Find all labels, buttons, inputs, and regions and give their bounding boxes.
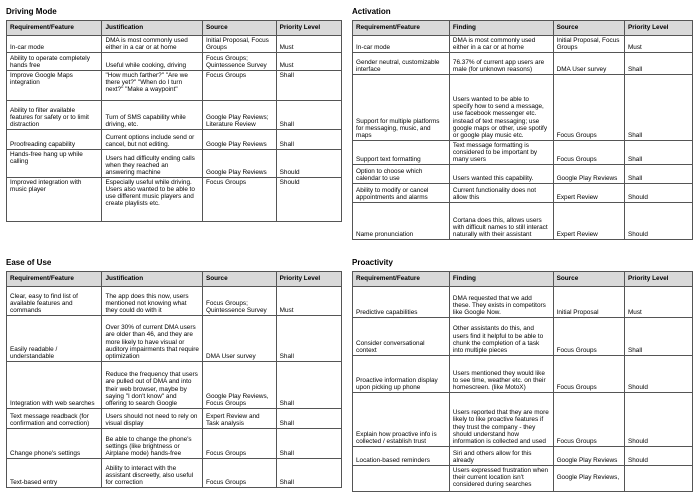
column-header: Requirement/Feature — [7, 272, 102, 287]
activation-table — [352, 20, 693, 240]
requirement-cell: Improved integration with music player — [7, 178, 102, 222]
requirement-cell: Support for multiple platforms for messaging, music, and maps — [353, 75, 450, 141]
table-row — [7, 150, 342, 178]
priority-cell: Shall — [276, 362, 341, 409]
priority-cell: Should — [624, 447, 692, 466]
priority-cell: Should — [276, 178, 341, 222]
justification-cell: Users should not need to rely on visual display — [102, 409, 203, 429]
source-cell: Focus Groups — [553, 318, 624, 356]
source-cell: Google Play Reviews — [553, 164, 624, 183]
requirement-cell: Predictive capabilities — [353, 287, 450, 318]
source-cell: Google Play Reviews, Focus Groups — [202, 362, 276, 409]
driving-mode-section — [6, 7, 342, 222]
column-header: Priority Level — [276, 272, 341, 287]
priority-cell: Shall — [276, 130, 341, 150]
requirement-cell: Integration with web searches — [7, 362, 102, 409]
source-cell: Focus Groups — [553, 141, 624, 165]
table-row — [353, 356, 693, 393]
justification-cell: DMA is most commonly used either in a car or at home — [102, 36, 203, 53]
source-cell: Focus Groups — [202, 459, 276, 488]
column-header: Justification — [102, 272, 203, 287]
table-row — [353, 447, 693, 466]
priority-cell: Must — [624, 287, 692, 318]
priority-cell — [624, 466, 692, 492]
column-header: Requirement/Feature — [353, 272, 450, 287]
justification-cell: "How much farther?" "Are we there yet?" "When do I turn next?" "Make a waypoint" — [102, 71, 203, 101]
table-row — [353, 466, 693, 492]
source-cell: Google Play Reviews — [202, 150, 276, 178]
priority-cell: Must — [276, 287, 341, 316]
table-row — [7, 101, 342, 130]
column-header: Source — [202, 21, 276, 36]
justification-cell: Ability to interact with the assistant discreetly, also useful for correction — [102, 459, 203, 488]
source-cell: Focus Groups; Quintessence Survey — [202, 53, 276, 71]
source-cell: Initial Proposal, Focus Groups — [553, 36, 624, 53]
requirement-cell: Ability to operate completely hands free — [7, 53, 102, 71]
proactivity-section — [352, 258, 693, 492]
column-header: Finding — [449, 272, 553, 287]
finding-cell: Siri and others allow for this already — [449, 447, 553, 466]
justification-cell: Turn of SMS capability while driving, etc. — [102, 101, 203, 130]
requirement-cell: Text message readback (for confirmation and correction) — [7, 409, 102, 429]
requirement-cell: In-car mode — [7, 36, 102, 53]
requirement-cell: Gender neutral, customizable interface — [353, 53, 450, 75]
source-cell: Google Play Reviews — [202, 130, 276, 150]
finding-cell: Text message formatting is considered to be important by many users — [449, 141, 553, 165]
source-cell: Initial Proposal, Focus Groups — [202, 36, 276, 53]
requirement-cell: Clear, easy to find list of available features and commands — [7, 287, 102, 316]
requirement-cell: Hands-free hang up while calling — [7, 150, 102, 178]
section-title: Activation — [352, 7, 391, 16]
priority-cell: Shall — [624, 164, 692, 183]
source-cell: Expert Review and Task analysis — [202, 409, 276, 429]
finding-cell: Users wanted this capability. — [449, 164, 553, 183]
priority-cell: Shall — [624, 318, 692, 356]
table-row — [7, 316, 342, 362]
requirement-cell: Name pronunciation — [353, 202, 450, 239]
table-row — [7, 429, 342, 459]
section-title: Driving Mode — [6, 7, 57, 16]
requirement-cell: In-car mode — [353, 36, 450, 53]
source-cell: Focus Groups — [202, 71, 276, 101]
table-row — [7, 71, 342, 101]
table-row — [7, 287, 342, 316]
priority-cell: Shall — [624, 53, 692, 75]
requirement-cell: Location-based reminders — [353, 447, 450, 466]
requirement-cell: Support text formatting — [353, 141, 450, 165]
requirement-cell: Easily readable / understandable — [7, 316, 102, 362]
requirement-cell: Improve Google Maps integration — [7, 71, 102, 101]
table-row — [353, 164, 693, 183]
table-row — [7, 53, 342, 71]
table-row — [7, 362, 342, 409]
priority-cell: Must — [276, 53, 341, 71]
source-cell: Google Play Reviews — [553, 447, 624, 466]
column-header: Priority Level — [624, 272, 692, 287]
requirement-cell: Explain how proactive info is collected / establish trust — [353, 393, 450, 447]
table-row — [7, 130, 342, 150]
priority-cell: Shall — [624, 141, 692, 165]
priority-cell: Should — [624, 202, 692, 239]
finding-cell: Other assistants do this, and users find it helpful to be able to chunk the completion of a task into multiple pieces — [449, 318, 553, 356]
requirement-cell: Proofreading capability — [7, 130, 102, 150]
finding-cell: Cortana does this, allows users with difficult names to still interact naturally with their assistant — [449, 202, 553, 239]
column-header: Source — [202, 272, 276, 287]
justification-cell: Over 30% of current DMA users are older than 46, and they are more likely to have visual or auditory impairments that require optimization — [102, 316, 203, 362]
table-row — [7, 459, 342, 488]
priority-cell: Shall — [624, 75, 692, 141]
finding-cell: DMA requested that we add these. They exists in competitors like Google Now. — [449, 287, 553, 318]
section-title: Ease of Use — [6, 258, 52, 267]
source-cell: Focus Groups — [202, 178, 276, 222]
column-header: Priority Level — [624, 21, 692, 36]
priority-cell: Shall — [276, 409, 341, 429]
source-cell: Initial Proposal — [553, 287, 624, 318]
priority-cell: Should — [276, 150, 341, 178]
table-row — [7, 409, 342, 429]
ease-of-use-section — [6, 258, 342, 488]
table-row — [353, 318, 693, 356]
column-header: Requirement/Feature — [353, 21, 450, 36]
justification-cell: The app does this now, users mentioned not knowing what they could do with it — [102, 287, 203, 316]
justification-cell: Users had difficulty ending calls when they reached an answering machine — [102, 150, 203, 178]
column-header: Priority Level — [276, 21, 341, 36]
priority-cell: Shall — [276, 316, 341, 362]
priority-cell: Should — [624, 393, 692, 447]
column-header: Finding — [449, 21, 553, 36]
justification-cell: Be able to change the phone's settings (like brightness or Airplane mode) hands-free — [102, 429, 203, 459]
requirement-cell — [353, 466, 450, 492]
priority-cell: Should — [624, 183, 692, 202]
table-row — [7, 36, 342, 53]
priority-cell: Shall — [276, 101, 341, 130]
source-cell: DMA User survey — [553, 53, 624, 75]
finding-cell: Users mentioned they would like to see time, weather etc. on their homescreen. (like MotoX) — [449, 356, 553, 393]
justification-cell: Especially useful while driving. Users also wanted to be able to use different music players and create playlists etc. — [102, 178, 203, 222]
table-row — [353, 53, 693, 75]
priority-cell: Must — [276, 36, 341, 53]
column-header: Source — [553, 21, 624, 36]
column-header: Justification — [102, 21, 203, 36]
table-row — [353, 183, 693, 202]
justification-cell: Current options include send or cancel, but not editing. — [102, 130, 203, 150]
source-cell: Focus Groups — [202, 429, 276, 459]
requirement-cell: Ability to modify or cancel appointments and alarms — [353, 183, 450, 202]
table-row — [353, 393, 693, 447]
section-title: Proactivity — [352, 258, 393, 267]
source-cell: Focus Groups — [553, 356, 624, 393]
table-row — [353, 36, 693, 53]
requirement-cell: Consider conversational context — [353, 318, 450, 356]
table-row — [353, 287, 693, 318]
finding-cell: Users reported that they are more likely to like proactive features if they trust the company - they should understand how information is collected and used — [449, 393, 553, 447]
source-cell: DMA User survey — [202, 316, 276, 362]
priority-cell: Shall — [276, 71, 341, 101]
finding-cell: Users wanted to be able to specify how to send a message, use facebook messenger etc. instead of text messaging; use google maps or other, use spotify or google play music etc. — [449, 75, 553, 141]
activation-section — [352, 7, 693, 240]
source-cell: Expert Review — [553, 202, 624, 239]
requirement-cell: Change phone's settings — [7, 429, 102, 459]
priority-cell: Shall — [276, 459, 341, 488]
requirement-cell: Option to choose which calendar to use — [353, 164, 450, 183]
source-cell: Focus Groups — [553, 75, 624, 141]
column-header: Requirement/Feature — [7, 21, 102, 36]
priority-cell: Shall — [276, 429, 341, 459]
priority-cell: Should — [624, 356, 692, 393]
table-row — [353, 202, 693, 239]
finding-cell: Users expressed frustration when their current location isn't considered during searches — [449, 466, 553, 492]
requirement-cell: Proactive information display upon picking up phone — [353, 356, 450, 393]
justification-cell: Useful while cooking, driving — [102, 53, 203, 71]
table-row — [353, 75, 693, 141]
source-cell: Google Play Reviews; Literature Review — [202, 101, 276, 130]
finding-cell: DMA is most commonly used either in a car or at home — [449, 36, 553, 53]
priority-cell: Must — [624, 36, 692, 53]
requirement-cell: Text-based entry — [7, 459, 102, 488]
proactivity-table — [352, 271, 693, 492]
source-cell: Focus Groups — [553, 393, 624, 447]
requirement-cell: Ability to filter available features for safety or to limit distraction — [7, 101, 102, 130]
table-row — [7, 178, 342, 222]
column-header: Source — [553, 272, 624, 287]
driving-mode-table — [6, 20, 342, 222]
source-cell: Google Play Reviews, — [553, 466, 624, 492]
table-row — [353, 141, 693, 165]
finding-cell: Current functionality does not allow this — [449, 183, 553, 202]
source-cell: Expert Review — [553, 183, 624, 202]
finding-cell: 76.37% of current app users are male (for unknown reasons) — [449, 53, 553, 75]
source-cell: Focus Groups; Quintessence Survey — [202, 287, 276, 316]
ease-of-use-table — [6, 271, 342, 488]
justification-cell: Reduce the frequency that users are pulled out of DMA and into their web browser, maybe by saying "I don't know" and offering to search Google — [102, 362, 203, 409]
